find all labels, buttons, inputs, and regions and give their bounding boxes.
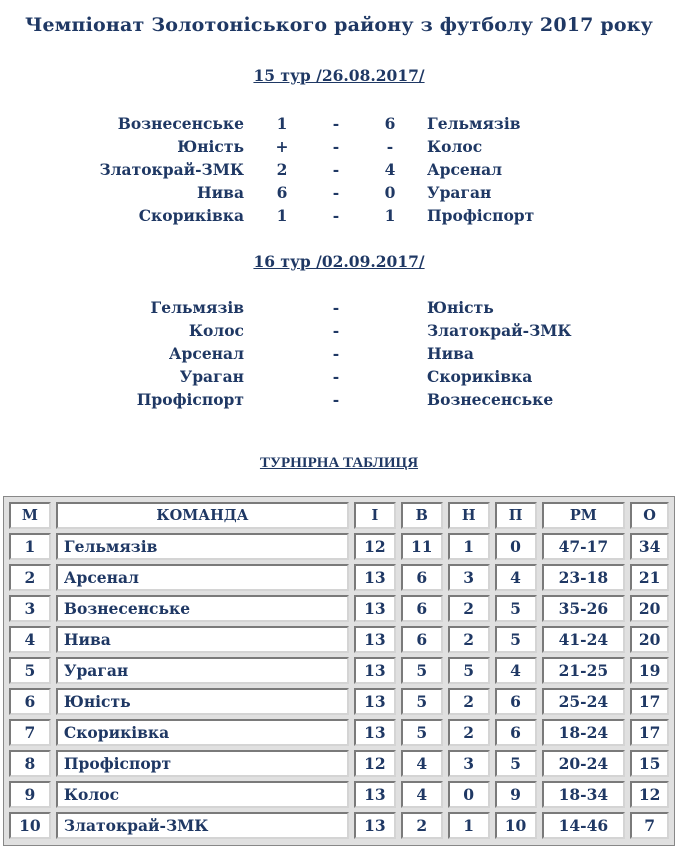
wins-cell: 4: [401, 781, 443, 808]
away-score: 4: [384, 160, 396, 179]
home-score: 2: [276, 160, 288, 179]
match-row: [0, 298, 678, 321]
match-row: [0, 114, 678, 137]
points-cell: 17: [630, 719, 669, 746]
played-cell: 13: [354, 626, 396, 653]
home-team: Арсенал: [168, 344, 244, 363]
points-cell: 19: [630, 657, 669, 684]
away-team: Вознесенське: [427, 390, 554, 409]
place-cell: 10: [9, 812, 51, 839]
played-cell: 13: [354, 657, 396, 684]
played-cell: 13: [354, 595, 396, 622]
table-row: [9, 688, 669, 715]
points-cell: 34: [630, 533, 669, 560]
goals-cell: 18-24: [542, 719, 626, 746]
losses-cell: 6: [495, 688, 537, 715]
table-row: [9, 564, 669, 591]
match-row: [0, 367, 678, 390]
home-team: Златокрай-ЗМК: [99, 160, 244, 179]
table-row: [9, 781, 669, 808]
played-cell: 12: [354, 750, 396, 777]
col-header-place: М: [9, 502, 51, 529]
standings-title: ТУРНІРНА ТАБЛИЦЯ: [259, 455, 419, 471]
points-cell: 15: [630, 750, 669, 777]
away-team: Арсенал: [427, 160, 503, 179]
losses-cell: 4: [495, 657, 537, 684]
points-cell: 7: [630, 812, 669, 839]
page-title: Чемпіонат Золотоніського району з футболу 2017 року: [24, 14, 654, 36]
col-header-wins: В: [401, 502, 443, 529]
away-team: Колос: [427, 137, 483, 156]
col-header-draws: Н: [448, 502, 490, 529]
table-row: [9, 750, 669, 777]
away-score: 1: [384, 206, 396, 225]
place-cell: 7: [9, 719, 51, 746]
table-row: [9, 812, 669, 839]
team-cell: Колос: [56, 781, 349, 808]
points-cell: 21: [630, 564, 669, 591]
home-team: Профіспорт: [136, 390, 244, 409]
losses-cell: 4: [495, 564, 537, 591]
table-row: [9, 533, 669, 560]
away-team: Ураган: [427, 183, 492, 202]
place-cell: 3: [9, 595, 51, 622]
away-team: Профіспорт: [427, 206, 535, 225]
played-cell: 13: [354, 719, 396, 746]
draws-cell: 1: [448, 533, 490, 560]
home-team: Вознесенське: [117, 114, 244, 133]
match-row: [0, 137, 678, 160]
home-team: Скориківка: [138, 206, 244, 225]
goals-cell: 25-24: [542, 688, 626, 715]
losses-cell: 10: [495, 812, 537, 839]
wins-cell: 6: [401, 626, 443, 653]
away-team: Скориківка: [427, 367, 533, 386]
home-score: 1: [276, 114, 288, 133]
col-header-played: І: [354, 502, 396, 529]
wins-cell: 5: [401, 657, 443, 684]
table-header-row: [9, 502, 669, 529]
standings-table: [3, 496, 675, 846]
losses-cell: 0: [495, 533, 537, 560]
losses-cell: 5: [495, 626, 537, 653]
team-cell: Вознесенське: [56, 595, 349, 622]
team-cell: Юність: [56, 688, 349, 715]
home-score: 6: [276, 183, 288, 202]
place-cell: 4: [9, 626, 51, 653]
team-cell: Арсенал: [56, 564, 349, 591]
match-row: [0, 390, 678, 413]
score-separator: -: [332, 137, 340, 156]
home-team: Гельмязів: [150, 298, 244, 317]
away-team: Нива: [427, 344, 474, 363]
draws-cell: 2: [448, 719, 490, 746]
losses-cell: 5: [495, 595, 537, 622]
away-score: 6: [384, 114, 396, 133]
points-cell: 12: [630, 781, 669, 808]
goals-cell: 21-25: [542, 657, 626, 684]
goals-cell: 14-46: [542, 812, 626, 839]
away-team: Златокрай-ЗМК: [427, 321, 572, 340]
away-team: Гельмязів: [427, 114, 521, 133]
score-separator: -: [332, 114, 340, 133]
score-separator: -: [332, 367, 340, 386]
points-cell: 20: [630, 595, 669, 622]
score-separator: -: [332, 344, 340, 363]
table-row: [9, 595, 669, 622]
table-row: [9, 657, 669, 684]
place-cell: 5: [9, 657, 51, 684]
goals-cell: 18-34: [542, 781, 626, 808]
home-team: Ураган: [179, 367, 244, 386]
losses-cell: 9: [495, 781, 537, 808]
points-cell: 17: [630, 688, 669, 715]
score-separator: -: [332, 206, 340, 225]
round-16-heading: 16 тур /02.09.2017/: [253, 252, 425, 271]
goals-cell: 20-24: [542, 750, 626, 777]
match-row: [0, 160, 678, 183]
place-cell: 9: [9, 781, 51, 808]
team-cell: Ураган: [56, 657, 349, 684]
team-cell: Скориківка: [56, 719, 349, 746]
team-cell: Гельмязів: [56, 533, 349, 560]
col-header-goals: РМ: [542, 502, 626, 529]
col-header-points: О: [630, 502, 669, 529]
draws-cell: 2: [448, 626, 490, 653]
score-separator: -: [332, 321, 340, 340]
wins-cell: 6: [401, 564, 443, 591]
goals-cell: 47-17: [542, 533, 626, 560]
team-cell: Профіспорт: [56, 750, 349, 777]
draws-cell: 3: [448, 750, 490, 777]
away-team: Юність: [427, 298, 494, 317]
home-team: Нива: [197, 183, 244, 202]
draws-cell: 1: [448, 812, 490, 839]
goals-cell: 41-24: [542, 626, 626, 653]
score-separator: -: [332, 183, 340, 202]
place-cell: 6: [9, 688, 51, 715]
home-team: Юність: [177, 137, 244, 156]
draws-cell: 5: [448, 657, 490, 684]
table-row: [9, 719, 669, 746]
wins-cell: 11: [401, 533, 443, 560]
home-team: Колос: [188, 321, 244, 340]
home-score: 1: [276, 206, 288, 225]
place-cell: 8: [9, 750, 51, 777]
away-score: -: [386, 137, 394, 156]
played-cell: 13: [354, 688, 396, 715]
team-cell: Златокрай-ЗМК: [56, 812, 349, 839]
place-cell: 1: [9, 533, 51, 560]
draws-cell: 0: [448, 781, 490, 808]
score-separator: -: [332, 298, 340, 317]
match-row: [0, 344, 678, 367]
match-row: [0, 183, 678, 206]
played-cell: 13: [354, 564, 396, 591]
round-15-heading: 15 тур /26.08.2017/: [253, 66, 425, 85]
losses-cell: 5: [495, 750, 537, 777]
points-cell: 20: [630, 626, 669, 653]
losses-cell: 6: [495, 719, 537, 746]
home-score: +: [275, 137, 289, 156]
played-cell: 12: [354, 533, 396, 560]
draws-cell: 2: [448, 688, 490, 715]
team-cell: Нива: [56, 626, 349, 653]
played-cell: 13: [354, 781, 396, 808]
table-row: [9, 626, 669, 653]
score-separator: -: [332, 160, 340, 179]
col-header-losses: П: [495, 502, 537, 529]
goals-cell: 23-18: [542, 564, 626, 591]
match-row: [0, 321, 678, 344]
wins-cell: 6: [401, 595, 443, 622]
draws-cell: 3: [448, 564, 490, 591]
score-separator: -: [332, 390, 340, 409]
played-cell: 13: [354, 812, 396, 839]
place-cell: 2: [9, 564, 51, 591]
draws-cell: 2: [448, 595, 490, 622]
goals-cell: 35-26: [542, 595, 626, 622]
wins-cell: 2: [401, 812, 443, 839]
wins-cell: 5: [401, 719, 443, 746]
wins-cell: 4: [401, 750, 443, 777]
wins-cell: 5: [401, 688, 443, 715]
away-score: 0: [384, 183, 396, 202]
col-header-team: КОМАНДА: [56, 502, 349, 529]
match-row: [0, 206, 678, 229]
